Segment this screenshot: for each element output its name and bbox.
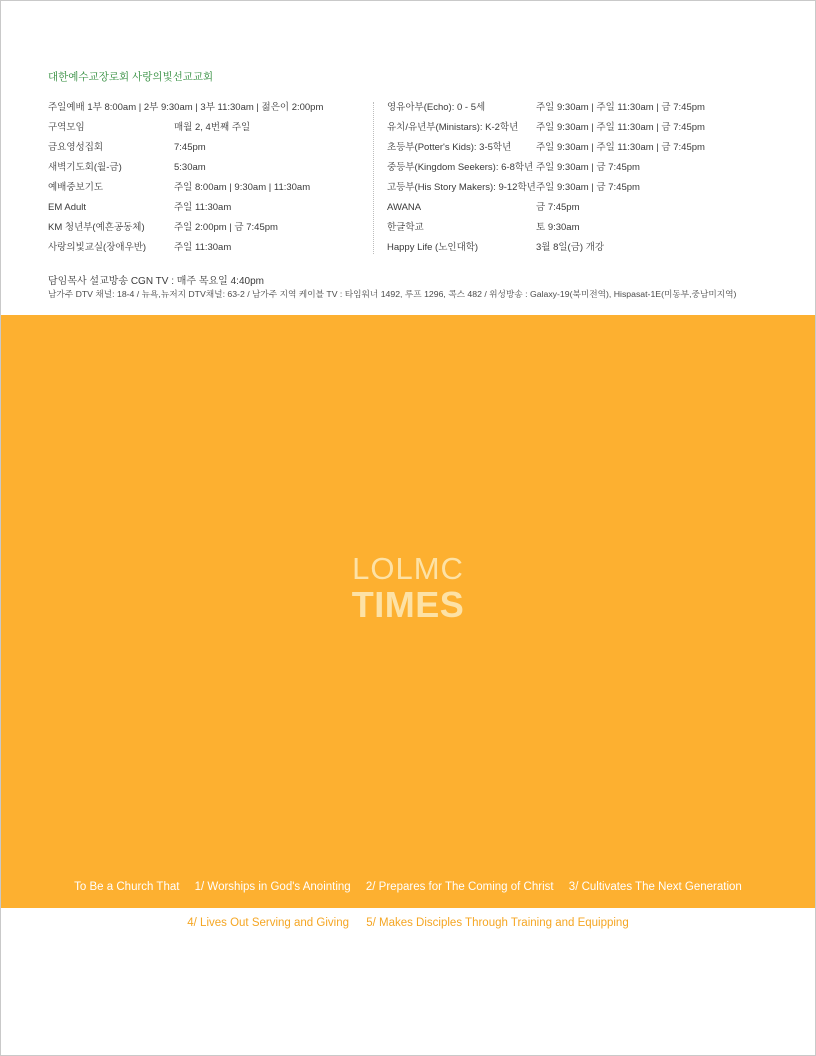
schedule-name: 새벽기도회(월-금) [48, 162, 122, 173]
schedule-name: 구역모임 [48, 122, 85, 133]
schedule-name: AWANA [387, 202, 422, 213]
schedule-name: 한글학교 [387, 222, 424, 233]
newsletter-logo [1, 553, 815, 625]
schedule-time: 주일 9:30am | 주일 11:30am | 금 7:45pm [536, 102, 705, 113]
schedule-time: 3월 8일(금) 개강 [536, 242, 605, 253]
schedule-time: 주일 9:30am | 주일 11:30am | 금 7:45pm [536, 122, 705, 133]
schedule-name: 영유아부(Echo): 0 - 5세 [387, 102, 486, 113]
mission-item: 2/ Prepares for The Coming of Christ [365, 881, 554, 893]
mission-item: 4/ Lives Out Serving and Giving [187, 917, 349, 929]
logo-line-lolmc: LOLMC [352, 551, 464, 586]
schedule-time: 7:45pm [174, 142, 206, 153]
schedule-name: 예배중보기도 [48, 182, 104, 193]
mission-item: 5/ Makes Disciples Through Training and Equipping [366, 917, 629, 929]
schedule-name: 고등부(His Story Makers): 9-12학년 [387, 182, 536, 193]
schedule-time: 주일 11:30am [174, 202, 232, 213]
schedule-time: 주일 8:00am | 9:30am | 11:30am [174, 182, 311, 193]
schedule-name: 금요영성집회 [48, 142, 104, 153]
mission-item: 1/ Worships in God's Anointing [194, 881, 351, 893]
schedule-name: Happy Life (노인대학) [387, 242, 479, 253]
schedule-name: EM Adult [48, 202, 87, 213]
schedule-name: 초등부(Potter's Kids): 3-5학년 [387, 142, 512, 153]
schedule-name: 유치/유년부(Ministars): K-2학년 [387, 122, 519, 133]
schedule-name: KM 청년부(예흔공동체) [48, 222, 145, 233]
column-divider [373, 102, 374, 254]
mission-statement-line2 [0, 917, 816, 929]
schedule-time: 토 9:30am [536, 222, 580, 233]
schedule-time: 주일 9:30am | 금 7:45pm [536, 182, 640, 193]
schedule-time: 주일 9:30am | 주일 11:30am | 금 7:45pm [536, 142, 705, 153]
schedule-time: 5:30am [174, 162, 206, 173]
mission-intro: To Be a Church That [74, 881, 180, 893]
schedule-name: 사랑의빛교실(장애우반) [48, 242, 147, 253]
mission-statement-line1 [1, 881, 815, 893]
broadcast-channels: 남가주 DTV 채널: 18-4 / 뉴욕,뉴저지 DTV채널: 63-2 / 남가주 지역 케이블 TV : 타임워너 1492, 루프 1296, 콕스 482 / 위성방송 : Galaxy-19(북미전역), Hispasat-1E(미동부,중남미지역) [48, 289, 737, 299]
schedule-time: 주일 9:30am | 금 7:45pm [536, 162, 640, 173]
schedule-name: 주일예배 1부 8:00am | 2부 9:30am | 3부 11:30am | 젊은이 2:00pm [48, 102, 324, 113]
schedule-time: 주일 11:30am [174, 242, 232, 253]
schedule-time: 주일 2:00pm | 금 7:45pm [174, 222, 278, 233]
church-name: 대한예수교장로회 사랑의빛선교교회 [48, 71, 214, 83]
broadcast-note: 담임목사 설교방송 CGN TV : 매주 목요일 4:40pm [48, 276, 264, 287]
schedule-name: 중등부(Kingdom Seekers): 6-8학년 [387, 162, 534, 173]
mission-item: 3/ Cultivates The Next Generation [568, 881, 742, 893]
schedule-time: 매월 2, 4번째 주일 [174, 122, 251, 133]
schedule-time: 금 7:45pm [536, 202, 580, 213]
logo-line-times: TIMES [351, 584, 465, 625]
cover-panel [1, 315, 815, 908]
